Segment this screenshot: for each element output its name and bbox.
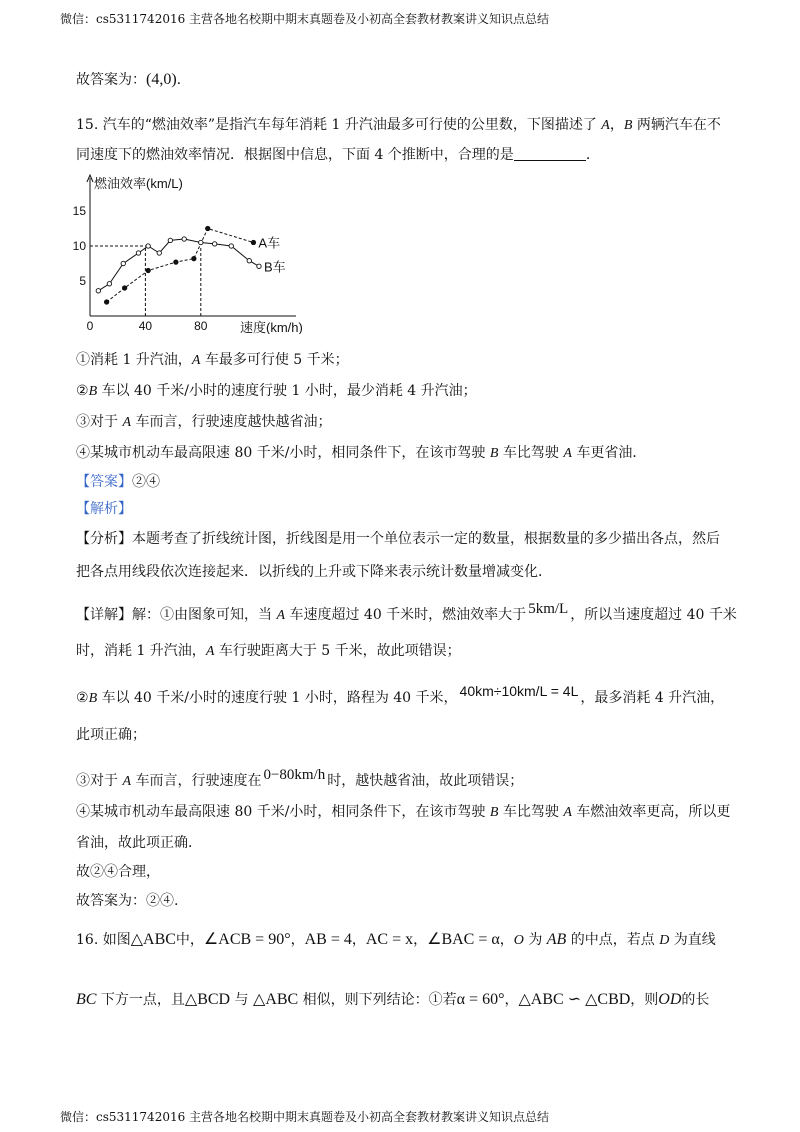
answer-line (76, 472, 160, 492)
fenxi-line-1: 【分析】本题考查了折线统计图，折线图是用一个单位表示一定的数量，根据数量的多少描出各点，然后 (76, 531, 720, 547)
option-1: ①消耗 1 升汽油，A 车最多可行使 5 千米； (76, 352, 349, 368)
y-axis-label: 燃油效率(km/L) (94, 176, 183, 191)
formula-0-80: 0−80km/h (263, 767, 326, 783)
detail-line-7: 省油，故此项正确． (76, 835, 202, 851)
detail-line-3: ②B 车以 40 千米/小时的速度行驶 1 小时，路程为 40 千米， 40km÷10km/L = 4L ，最多消耗 4 升汽油， (76, 683, 725, 706)
detail-line-8: 故②④合理， (76, 864, 160, 880)
series-a-point (174, 260, 178, 264)
series-a-point (122, 286, 126, 290)
prev-answer-value: (4,0) (146, 71, 177, 88)
series-b-point (146, 244, 150, 248)
series-b-point (199, 240, 203, 244)
option-3: ③对于 A 车而言，行驶速度越快越省油； (76, 414, 332, 430)
detail-line-5: ③对于 A 车而言，行驶速度在 0−80km/h 时，越快越省油，故此项错误； (76, 767, 524, 789)
formula-5kml: 5km/L (528, 601, 569, 617)
question-number: 16. (76, 932, 99, 948)
detail-line-9: 故答案为：②④. (76, 893, 179, 909)
q16-line-1: 16. 如图△ABC中，∠ACB = 90°，AB = 4，AC = x，∠BAC = α，O 为 AB 的中点，若点 D 为直线 (76, 931, 716, 948)
page-footer: 微信：cs5311742016 主营各地名校期中期末真题卷及小初高全套教材教案讲义知识点总结 (60, 1110, 550, 1124)
series-b-point (121, 261, 125, 265)
page-header: 微信：cs5311742016 主营各地名校期中期末真题卷及小初高全套教材教案讲义知识点总结 (60, 12, 550, 26)
series-a-point (104, 300, 108, 304)
fuel-efficiency-chart (70, 172, 320, 334)
series-a-point (206, 226, 210, 230)
series-b-label: B车 (263, 259, 286, 275)
y-tick-label: 10 (72, 239, 86, 253)
series-b-point (229, 244, 233, 248)
q15-line-1: 15. 汽车的“燃油效率”是指汽车每年消耗 1 升汽油最多可行使的公里数，下图描述了 A，B 两辆汽车在不 (76, 117, 721, 133)
q16-line-2: BC 下方一点，且△BCD 与 △ABC 相似，则下列结论：①若α = 60°，△ABC ∽ △CBD，则OD的长 (76, 991, 710, 1008)
q15-line-2: 同速度下的燃油效率情况．根据图中信息，下面 4 个推断中，合理的是 . (76, 147, 591, 163)
series-a-point (146, 268, 150, 272)
series-b-point (168, 238, 172, 242)
analysis-label: 【解析】 (76, 501, 132, 517)
x-tick-label: 0 (86, 319, 94, 333)
series-b-point (212, 242, 216, 246)
question-number: 15. (76, 117, 99, 133)
series-a-label: A车 (258, 235, 281, 251)
option-2: ②B 车以 40 千米/小时的速度行驶 1 小时，最少消耗 4 升汽油； (76, 383, 477, 399)
detail-line-2: 时，消耗 1 升汽油，A 车行驶距离大于 5 千米，故此项错误； (76, 643, 461, 659)
series-b-point (136, 251, 140, 255)
x-axis-label: 速度(km/h) (240, 320, 303, 334)
answer-value: ②④ (132, 474, 160, 490)
detail-line-6: ④某城市机动车最高限速 80 千米/小时，相同条件下，在该市驾驶 B 车比驾驶 A 车燃油效率更高，所以更 (76, 804, 731, 820)
detail-line-1: 【详解】解：①由图象可知，当 A 车速度超过 40 千米时，燃油效率大于 5km/L ，所以当速度超过 40 千米 (76, 601, 737, 623)
y-tick-label: 5 (79, 274, 86, 288)
series-b-point (96, 289, 100, 293)
y-tick-label: 15 (72, 204, 86, 218)
detail-line-4: 此项正确； (76, 727, 146, 743)
prev-answer: 故答案为：(4,0). (76, 71, 182, 88)
formula-40km: 40km÷10km/L = 4L (459, 683, 579, 699)
series-b-point (182, 237, 186, 241)
series-b-point (247, 259, 251, 263)
answer-label: 【答案】 (76, 474, 132, 490)
option-4: ④某城市机动车最高限速 80 千米/小时，相同条件下，在该市驾驶 B 车比驾驶 A 车更省油． (76, 445, 647, 461)
x-tick-label: 80 (194, 319, 208, 333)
series-b-point (257, 264, 261, 268)
answer-blank (514, 146, 586, 161)
series-b-point (157, 251, 161, 255)
series-a-point (192, 256, 196, 260)
x-tick-label: 40 (138, 319, 153, 333)
series-b-point (107, 282, 111, 286)
fenxi-line-2: 把各点用线段依次连接起来．以折线的上升或下降来表示统计数量增减变化． (76, 564, 552, 580)
series-a-point (251, 240, 255, 244)
